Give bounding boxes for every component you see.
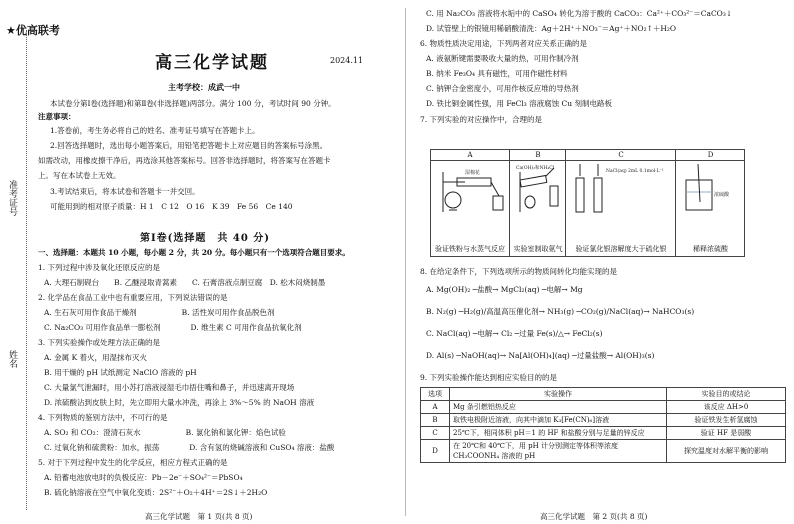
table-row: D 在 20℃和 40℃下，用 pH 计分别测定等体积等浓度 CH₃COONH₄ 溶液的 pH 探究温度对水解平衡的影响	[421, 440, 786, 463]
question-line: 2. 化学品在食品工业中也有重要应用，下列说法错误的是	[38, 293, 228, 302]
apparatus-head: B	[510, 150, 566, 161]
dilution-drawing	[680, 162, 741, 214]
question-line: A. 金属 K 着火，用湿抹布灭火	[44, 353, 148, 362]
ammonia-apparatus-drawing	[514, 162, 562, 214]
page-title: 高三化学试题	[155, 53, 269, 73]
question-line: C. 钠钾合金密度小，可用作核反应堆的导热剂	[426, 84, 579, 93]
table-header: 实验目的或结论	[667, 388, 786, 401]
section-heading: 第Ⅰ卷(选择题 共 40 分)	[140, 233, 271, 244]
question-line: A. 液氨断键需要吸收大量的热，可用作制冷剂	[426, 54, 579, 63]
section-intro: 一、选择题：本题共 10 小题，每小题 2 分，共 20 分。每小题只有一个选项符合题目要求。	[38, 248, 350, 257]
question-line: 9. 下列实验操作能达到相应实验目的的是	[420, 373, 558, 382]
question-line: A. SO₂ 和 CO₂：澄清石灰水 B. 氯化钠和氯化钾：焰色试验	[44, 428, 286, 437]
page-divider	[405, 8, 406, 516]
apparatus-head: A	[431, 150, 509, 161]
question-line: B. 纳米 Fe₃O₄ 具有磁性，可用作磁性材料	[426, 69, 568, 78]
question-line: C. 过氧化钠和硫黄粉：加水，振荡 D. 含有氢的烧碱溶液和 CuSO₄ 溶液：盐酸	[44, 443, 335, 452]
apparatus-note: 浓硫酸	[714, 192, 730, 198]
apparatus-col-b	[509, 150, 566, 256]
host-school: 主考学校：成武一中	[168, 82, 240, 92]
apparatus-caption: 实验室制取氨气	[513, 245, 563, 253]
apparatus-col-d	[675, 150, 745, 256]
notice-line: 如需改动，用橡皮擦干净后，再选涂其他答案标号。回答非选择题时，将答案写在答题卡	[38, 156, 331, 165]
apparatus-note: 湿棉花	[465, 170, 481, 176]
question-line: 6. 物质性质决定用途，下列两者对应关系正确的是	[420, 39, 588, 48]
exam-date: 2024.11	[330, 56, 364, 65]
apparatus-head: D	[676, 150, 745, 161]
apparatus-table	[430, 149, 745, 257]
apparatus-caption: 稀释浓硫酸	[693, 245, 728, 253]
question-line: A. 大理石制砚台 B. 乙醚浸取青蒿素 C. 石膏溶液点制豆腐 D. 松木闷烧制墨	[44, 278, 326, 287]
apparatus-col-c	[565, 150, 676, 256]
page-footer: 高三化学试题 第 1 页(共 8 页)	[145, 512, 253, 521]
question-line: D. 浓硫酸沾到皮肤上时，先立即用大量水冲洗，再涂上 3%～5% 的 NaOH 溶液	[44, 398, 315, 407]
question-line: B. N₂(g) ─H₂(g)/高温高压催化剂→ NH₃(g) ─CO₂(g)/NaCl(aq)→ NaHCO₃(s)	[426, 307, 695, 316]
question-line: C. 大量氯气泄漏时，用小苏打溶液浸湿毛巾捂住嘴和鼻子，并迅速离开现场	[44, 383, 295, 392]
notice-line: 1.答卷前，考生务必将自己的姓名、准考证号填写在答题卡上。	[50, 126, 260, 135]
apparatus-note: Ca(OH)₂和NH₄Cl	[516, 166, 555, 171]
name-label: 姓名	[7, 350, 17, 368]
question-line: 7. 下列实验的对应操作中，合理的是	[420, 115, 543, 124]
question-line: C. Na₂CO₃ 可用作食品单一膨松剂 D. 维生素 C 可用作食品抗氧化剂	[44, 323, 302, 332]
silver-halide-drawing	[570, 162, 672, 214]
question-line: B. 用干燥的 pH 试纸测定 NaClO 溶液的 pH	[44, 368, 197, 377]
apparatus-caption: 验证氯化银溶解度大于硫化银	[575, 245, 667, 253]
question-line: D. 铁比铜金属性强，用 FeCl₃ 溶液腐蚀 Cu 刻制电路板	[426, 99, 612, 108]
question-line: A. 铅蓄电池放电时的负极反应：Pb－2e⁻＋SO₄²⁻＝PbSO₄	[44, 473, 243, 482]
question-line: 3. 下列实验操作或处理方法正确的是	[38, 338, 161, 347]
experiment-table	[420, 387, 786, 463]
apparatus-head: C	[566, 150, 676, 161]
apparatus-caption: 验证铁粉与水蒸气反应	[435, 245, 505, 253]
question-line: B. 硫化钠溶液在空气中氧化变质：2S²⁻＋O₂＋4H⁺＝2S↓＋2H₂O	[44, 488, 268, 497]
question-line: D. 试管壁上的银镜用稀硝酸清洗：Ag＋2H⁺＋NO₃⁻＝Ag⁺＋NO₂↑＋H₂O	[426, 24, 677, 33]
question-line: 5. 对于下列过程中发生的化学反应，相应方程式正确的是	[38, 458, 228, 467]
question-line: A. Mg(OH)₂ ─盐酸→ MgCl₂(aq) ─电解→ Mg	[426, 285, 583, 294]
question-line: 8. 在给定条件下，下列选项所示的物质间转化均能实现的是	[420, 267, 618, 276]
atomic-masses: 可能用到的相对原子质量：H 1 C 12 O 16 K 39 Fe 56 Ce 140	[50, 202, 293, 211]
question-line: D. Al(s) ─NaOH(aq)→ Na[Al(OH)₄](aq) ─过量盐酸→ Al(OH)₃(s)	[426, 351, 655, 360]
tube-apparatus-drawing	[435, 162, 505, 214]
question-line: C. 用 Na₂CO₃ 溶液将水垢中的 CaSO₄ 转化为溶于酸的 CaCO₃：Ca²⁺＋CO₃²⁻＝CaCO₃↓	[426, 9, 733, 18]
brand-logo: ★优高联考	[6, 24, 60, 37]
apparatus-col-a	[431, 150, 509, 256]
binding-line	[26, 30, 27, 510]
page-footer: 高三化学试题 第 2 页(共 8 页)	[540, 512, 648, 521]
question-line: C. NaCl(aq) ─电解→ Cl₂ ─过量 Fe(s)/△→ FeCl₂(s)	[426, 329, 603, 338]
exam-id-label: 准考证号	[7, 180, 17, 216]
question-line: 4. 下列物质的鉴别方法中，不可行的是	[38, 413, 168, 422]
table-header: 实验操作	[450, 388, 667, 401]
table-row: A Mg 条引燃铝热反应 该反应 ΔH>0	[421, 401, 786, 414]
notice-line: 2.回答选择题时，选出每小题答案后，用铅笔把答题卡上对应题目的答案标号涂黑。	[50, 141, 328, 150]
notice-line: 3.考试结束后，将本试卷和答题卡一并交回。	[50, 187, 200, 196]
notice-title: 注意事项：	[38, 112, 76, 121]
notice-line: 上。写在本试卷上无效。	[38, 171, 121, 180]
question-line: 1. 下列过程中涉及氧化还原反应的是	[38, 263, 161, 272]
apparatus-note: NaCl(aq) 2mL 0.1mol·L⁻¹	[606, 169, 664, 174]
table-row: B 取铁电极附近溶液，向其中滴加 K₃[Fe(CN)₆]溶液 验证铁发生析氢腐蚀	[421, 414, 786, 427]
table-header: 选项	[421, 388, 450, 401]
table-row: C 25℃下，相同体积 pH＝1 的 HF 和盐酸分别与足量的锌反应 验证 HF 是弱酸	[421, 427, 786, 440]
question-line: A. 生石灰可用作食品干燥剂 B. 活性炭可用作食品脱色剂	[44, 308, 275, 317]
intro-text: 本试卷分第Ⅰ卷(选择题)和第Ⅱ卷(非选择题)两部分。满分 100 分，考试时间 90 分钟。	[50, 99, 336, 108]
